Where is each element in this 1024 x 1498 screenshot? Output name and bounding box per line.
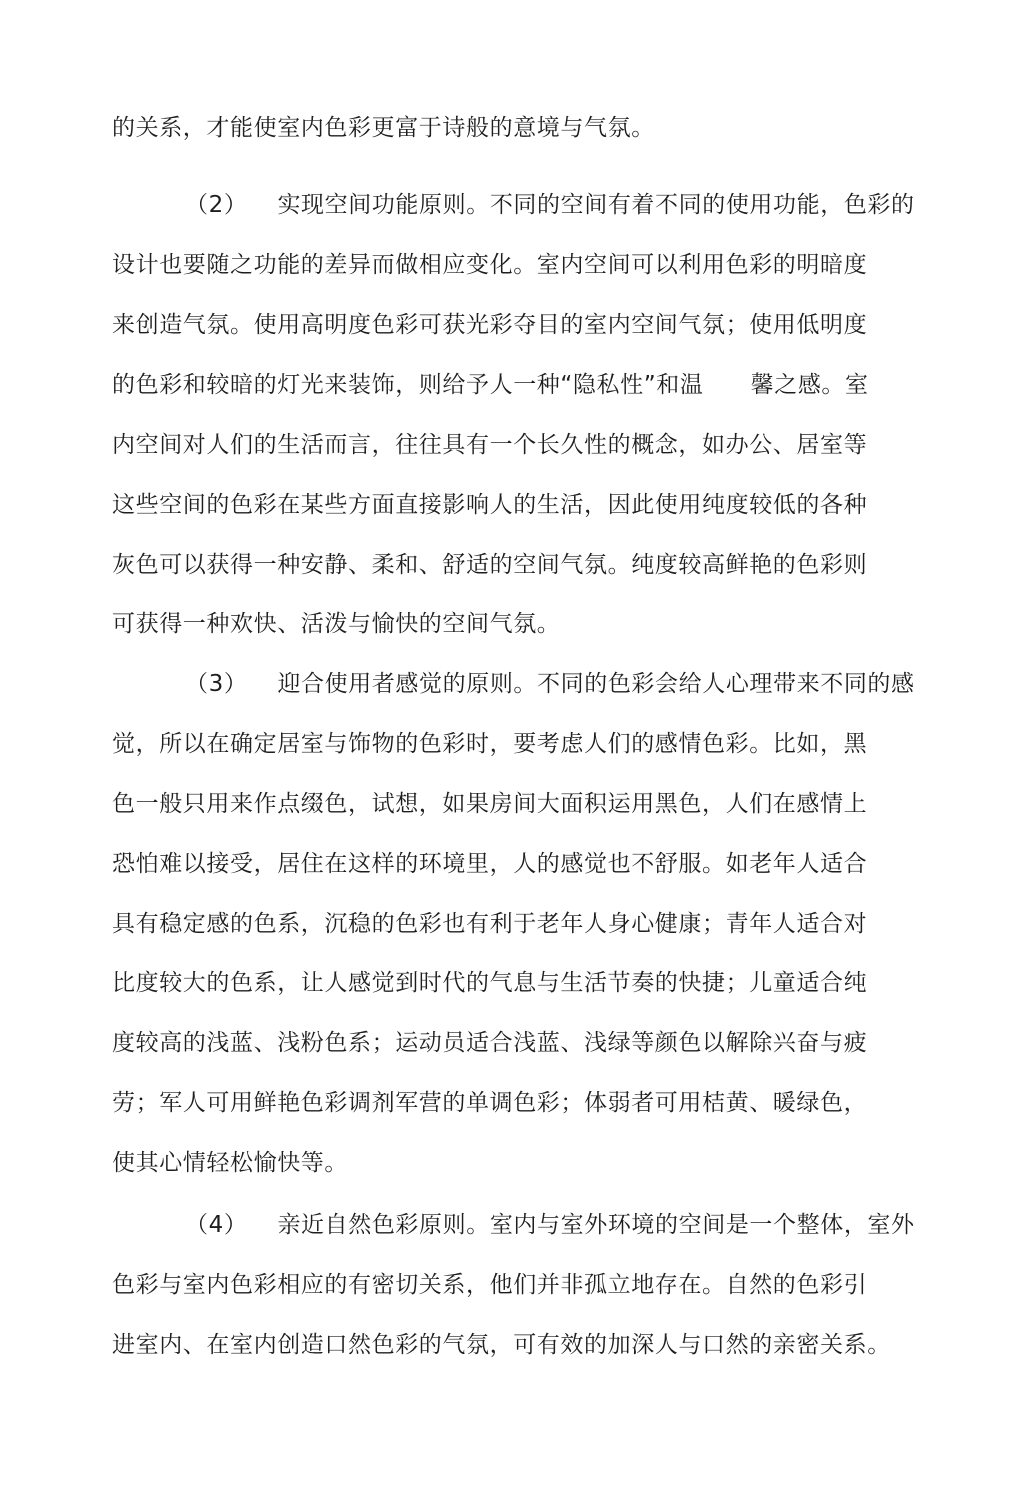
- paragraph-3-first-line: [185, 669, 915, 699]
- text-line: 亲近自然色彩原则。室内与室外环境的空间是一个整体，室外: [277, 1212, 915, 1238]
- text-line: 来创造气氛。使用高明度色彩可获光彩夺目的室内空间气氛；使用低明度: [112, 312, 868, 338]
- text-line: 内空间对人们的生活而言，往往具有一个长久性的概念，如办公、居室等: [112, 432, 868, 458]
- text-line: 可获得一种欢快、活泼与愉快的空间气氛。: [112, 611, 561, 637]
- text-line: 恐怕难以接受，居住在这样的环境里，人的感觉也不舒服。如老年人适合: [112, 851, 868, 877]
- item-number: （4）: [185, 1212, 248, 1238]
- item-number: （2）: [185, 192, 248, 218]
- text-line: 设计也要随之功能的差异而做相应变化。室内空间可以利用色彩的明暗度: [112, 252, 868, 278]
- text-line: 色一般只用来作点缀色，试想，如果房间大面积运用黑色，人们在感情上: [112, 791, 868, 817]
- text-line: 色彩与室内色彩相应的有密切关系，他们并非孤立地存在。自然的色彩引: [112, 1272, 868, 1298]
- text-line: 觉，所以在确定居室与饰物的色彩时，要考虑人们的感情色彩。比如，黑: [112, 731, 868, 757]
- paragraph-2-first-line: [185, 190, 915, 220]
- text-line: 的关系，才能使室内色彩更富于诗般的意境与气氛。: [112, 115, 655, 141]
- text-line: 的色彩和较暗的灯光来装饰，则给予人一种“隐私性”和温 馨之感。室: [112, 372, 869, 398]
- text-line: 比度较大的色系，让人感觉到时代的气息与生活节奏的快捷；儿童适合纯: [112, 970, 868, 996]
- text-line: 灰色可以获得一种安静、柔和、舒适的空间气氛。纯度较高鲜艳的色彩则: [112, 552, 868, 578]
- paragraph-4-first-line: [185, 1210, 915, 1240]
- text-line: 度较高的浅蓝、浅粉色系；运动员适合浅蓝、浅绿等颜色以解除兴奋与疲: [112, 1030, 868, 1056]
- text-line: 使其心情轻松愉快等。: [112, 1150, 348, 1176]
- item-number: （3）: [185, 671, 248, 697]
- text-line: 迎合使用者感觉的原则。不同的色彩会给人心理带来不同的感: [277, 671, 915, 697]
- text-line: 进室内、在室内创造口然色彩的气氛，可有效的加深人与口然的亲密关系。: [112, 1332, 891, 1358]
- text-line: 实现空间功能原则。不同的空间有着不同的使用功能，色彩的: [277, 192, 915, 218]
- text-line: 具有稳定感的色系，沉稳的色彩也有利于老年人身心健康；青年人适合对: [112, 911, 868, 937]
- text-line: 这些空间的色彩在某些方面直接影响人的生活，因此使用纯度较低的各种: [112, 492, 868, 518]
- text-line: 劳；军人可用鲜艳色彩调剂军营的单调色彩；体弱者可用桔黄、暖绿色，: [112, 1090, 868, 1116]
